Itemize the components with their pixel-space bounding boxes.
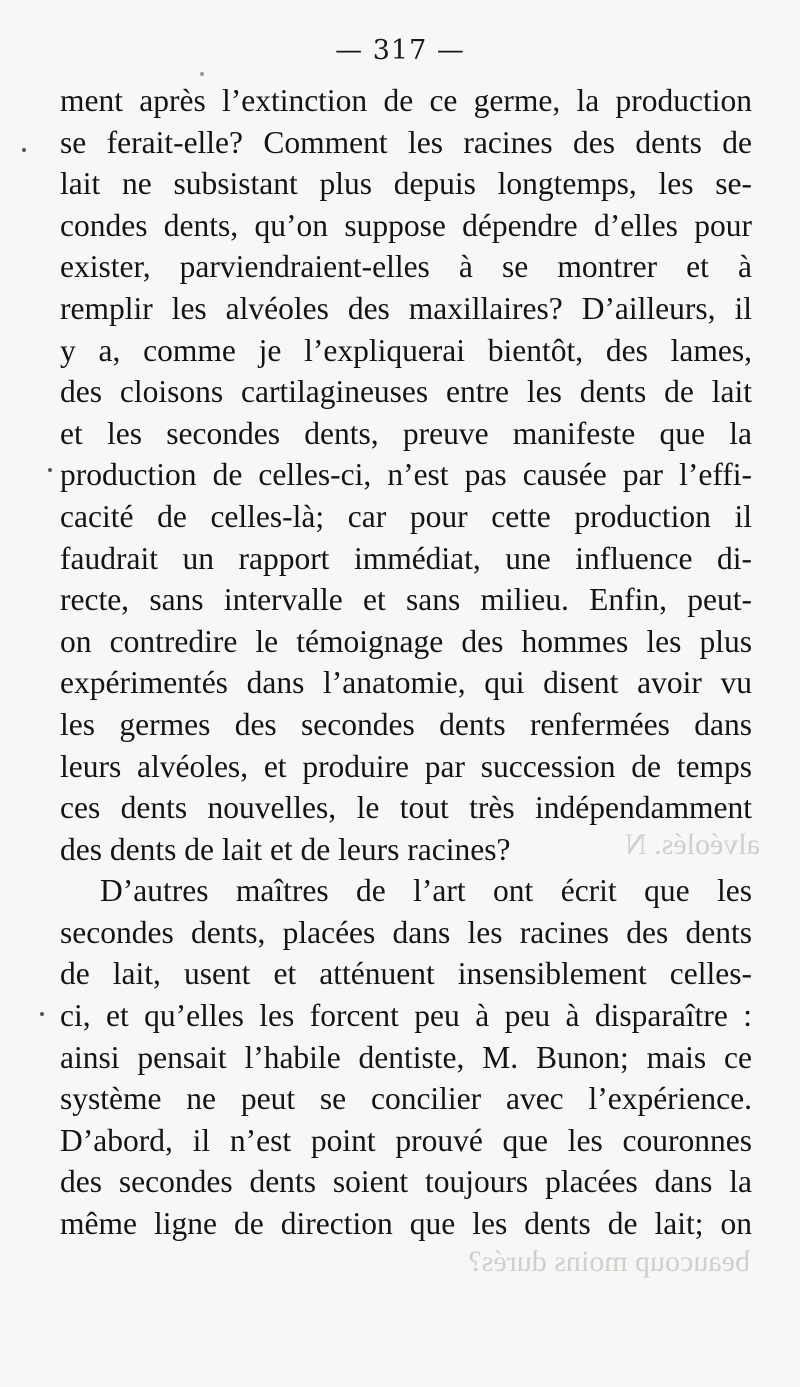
ink-speck (40, 1012, 44, 1016)
text-line: production de celles-ci, n’est pas causée par l’effi- (60, 457, 752, 493)
page-number: — 317 — (335, 35, 465, 66)
text-line: se ferait-elle? Comment les racines des dents de (60, 124, 752, 160)
text-line: y a, comme je l’expliquerai bientôt, des lames, (60, 332, 752, 368)
text-line: faudrait un rapport immédiat, une influence di- (60, 540, 752, 576)
text-line: recte, sans intervalle et sans milieu. Enfin, peut- (60, 582, 752, 618)
text-line: des cloisons cartilagineuses entre les dents de lait (60, 374, 752, 410)
text-line: de lait, usent et atténuent insensiblement celles- (60, 956, 752, 992)
text-line: ces dents nouvelles, le tout très indépendamment (60, 790, 752, 826)
ink-speck (22, 148, 26, 152)
text-line: les germes des secondes dents renfermées dans (60, 706, 752, 742)
text-line: même ligne de direction que les dents de lait; on (60, 1206, 752, 1242)
text-line: ment après l’extinction de ce germe, la production (60, 83, 752, 118)
text-line: exister, parviendraient-elles à se montrer et à (60, 249, 752, 285)
text-line: des secondes dents soient toujours placées dans la (60, 1164, 752, 1200)
ink-speck (48, 468, 52, 472)
text-line: ainsi pensait l’habile dentiste, M. Bunon; mais ce (60, 1039, 752, 1075)
text-line: cacité de celles-là; car pour cette production il (60, 498, 752, 534)
show-through-text: alvéolés. N (625, 828, 760, 861)
text-line: D’abord, il n’est point prouvé que les couronnes (60, 1122, 752, 1158)
text-line: système ne peut se concilier avec l’expérience. (60, 1081, 752, 1117)
text-line: et les secondes dents, preuve manifeste que la (60, 415, 752, 451)
text-line: condes dents, qu’on suppose dépendre d’elles pour (60, 207, 752, 243)
ink-speck (200, 72, 204, 76)
text-line: ci, et qu’elles les forcent peu à peu à disparaître : (60, 998, 752, 1034)
text-line: remplir les alvéoles des maxillaires? D’ailleurs, il (60, 290, 752, 326)
text-line: leurs alvéoles, et produire par succession de temps (60, 748, 752, 784)
text-line: secondes dents, placées dans les racines des dents (60, 914, 752, 950)
text-line: expérimentés dans l’anatomie, qui disent avoir vu (60, 665, 752, 701)
text-line: lait ne subsistant plus depuis longtemps, les se- (60, 166, 752, 202)
show-through-text: beaucoup moins durés? (468, 1245, 750, 1278)
text-line-paragraph-start: D’autres maîtres de l’art ont écrit que les (100, 873, 752, 909)
text-line-paragraph-end: des dents de lait et de leurs racines? (60, 831, 511, 867)
text-line: on contredire le témoignage des hommes les plus (60, 623, 752, 659)
body-text (60, 80, 752, 1245)
